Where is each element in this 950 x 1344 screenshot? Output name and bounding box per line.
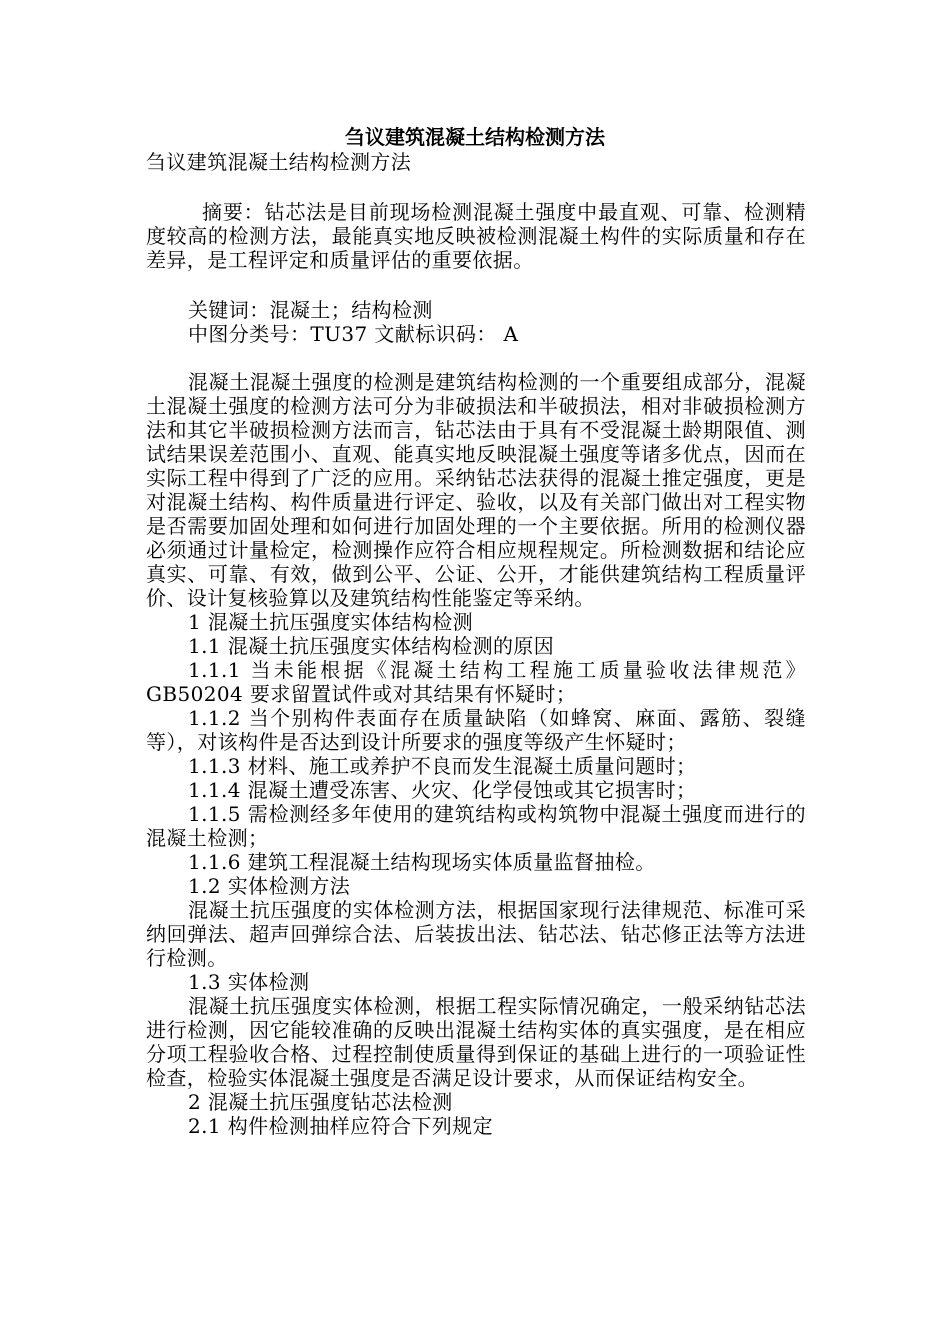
- classification-line: 中图分类号：TU37 文献标识码： A: [188, 322, 519, 346]
- list-item-1-1-4: 1.1.4 混凝土遭受冻害、火灾、化学侵蚀或其它损害时；: [188, 778, 697, 802]
- section-heading-1-2: 1.2 实体检测方法: [188, 874, 351, 898]
- abstract-paragraph: 摘要：钻芯法是目前现场检测混凝土强度中最直观、可靠、检测精度较高的检测方法，最能真实地反映被检测混凝土构件的实际质量和存在差异，是工程评定和质量评估的重要依据。: [146, 200, 806, 272]
- section-heading-2: 2 混凝土抗压强度钻芯法检测: [188, 1090, 453, 1114]
- keywords-line: 关键词：混凝土；结构检测: [188, 298, 433, 322]
- body-paragraph-entity-test: 混凝土抗压强度实体检测，根据工程实际情况确定，一般采纳钻芯法进行检测，因它能较准确的反映出混凝土结构实体的真实强度，是在相应分项工程验收合格、过程控制使质量得到保证的基础上进行的一项验证性检查，检验实体混凝土强度是否满足设计要求，从而保证结构安全。: [146, 994, 806, 1090]
- document-title: 刍议建筑混凝土结构检测方法: [345, 125, 605, 149]
- section-heading-1: 1 混凝土抗压强度实体结构检测: [188, 610, 474, 634]
- body-paragraph-intro: 混凝土混凝土强度的检测是建筑结构检测的一个重要组成部分，混凝土混凝土强度的检测方法可分为非破损法和半破损法，相对非破损检测方法和其它半破损检测方法而言，钻芯法由于具有不受混凝土龄期限值、测试结果误差范围小、直观、能真实地反映混凝土强度等诸多优点，因而在实际工程中得到了广泛的应用。采纳钻芯法获得的混凝土推定强度，更是对混凝土结构、构件质量进行评定、验收，以及有关部门做出对工程实物是否需要加固处理和如何进行加固处理的一个主要依据。所用的检测仪器必须通过计量检定，检测操作应符合相应规程规定。所检测数据和结论应真实、可靠、有效，做到公平、公证、公开，才能供建筑结构工程质量评价、设计复核验算以及建筑结构性能鉴定等采纳。: [146, 370, 806, 610]
- list-item-1-1-5: 1.1.5 需检测经多年使用的建筑结构或构筑物中混凝土强度而进行的混凝土检测；: [146, 802, 806, 850]
- list-item-1-1-6: 1.1.6 建筑工程混凝土结构现场实体质量监督抽检。: [188, 850, 656, 874]
- section-heading-1-1: 1.1 混凝土抗压强度实体结构检测的原因: [188, 634, 555, 658]
- list-item-1-1-2: 1.1.2 当个别构件表面存在质量缺陷（如蜂窝、麻面、露筋、裂缝等），对该构件是否达到设计所要求的强度等级产生怀疑时；: [146, 706, 806, 754]
- list-item-1-1-3: 1.1.3 材料、施工或养护不良而发生混凝土质量问题时；: [188, 754, 697, 778]
- section-heading-1-3: 1.3 实体检测: [188, 970, 310, 994]
- document-body: [146, 124, 806, 1138]
- body-paragraph-methods: 混凝土抗压强度的实体检测方法，根据国家现行法律规范、标准可采纳回弹法、超声回弹综合法、后装拔出法、钻芯法、钻芯修正法等方法进行检测。: [146, 898, 806, 970]
- list-item-1-1-1: 1.1.1 当未能根据《混凝土结构工程施工质量验收法律规范》GB50204 要求留置试件或对其结果有怀疑时；: [146, 658, 806, 706]
- document-subtitle: 刍议建筑混凝土结构检测方法: [146, 150, 412, 174]
- section-heading-2-1: 2.1 构件检测抽样应符合下列规定: [188, 1114, 493, 1138]
